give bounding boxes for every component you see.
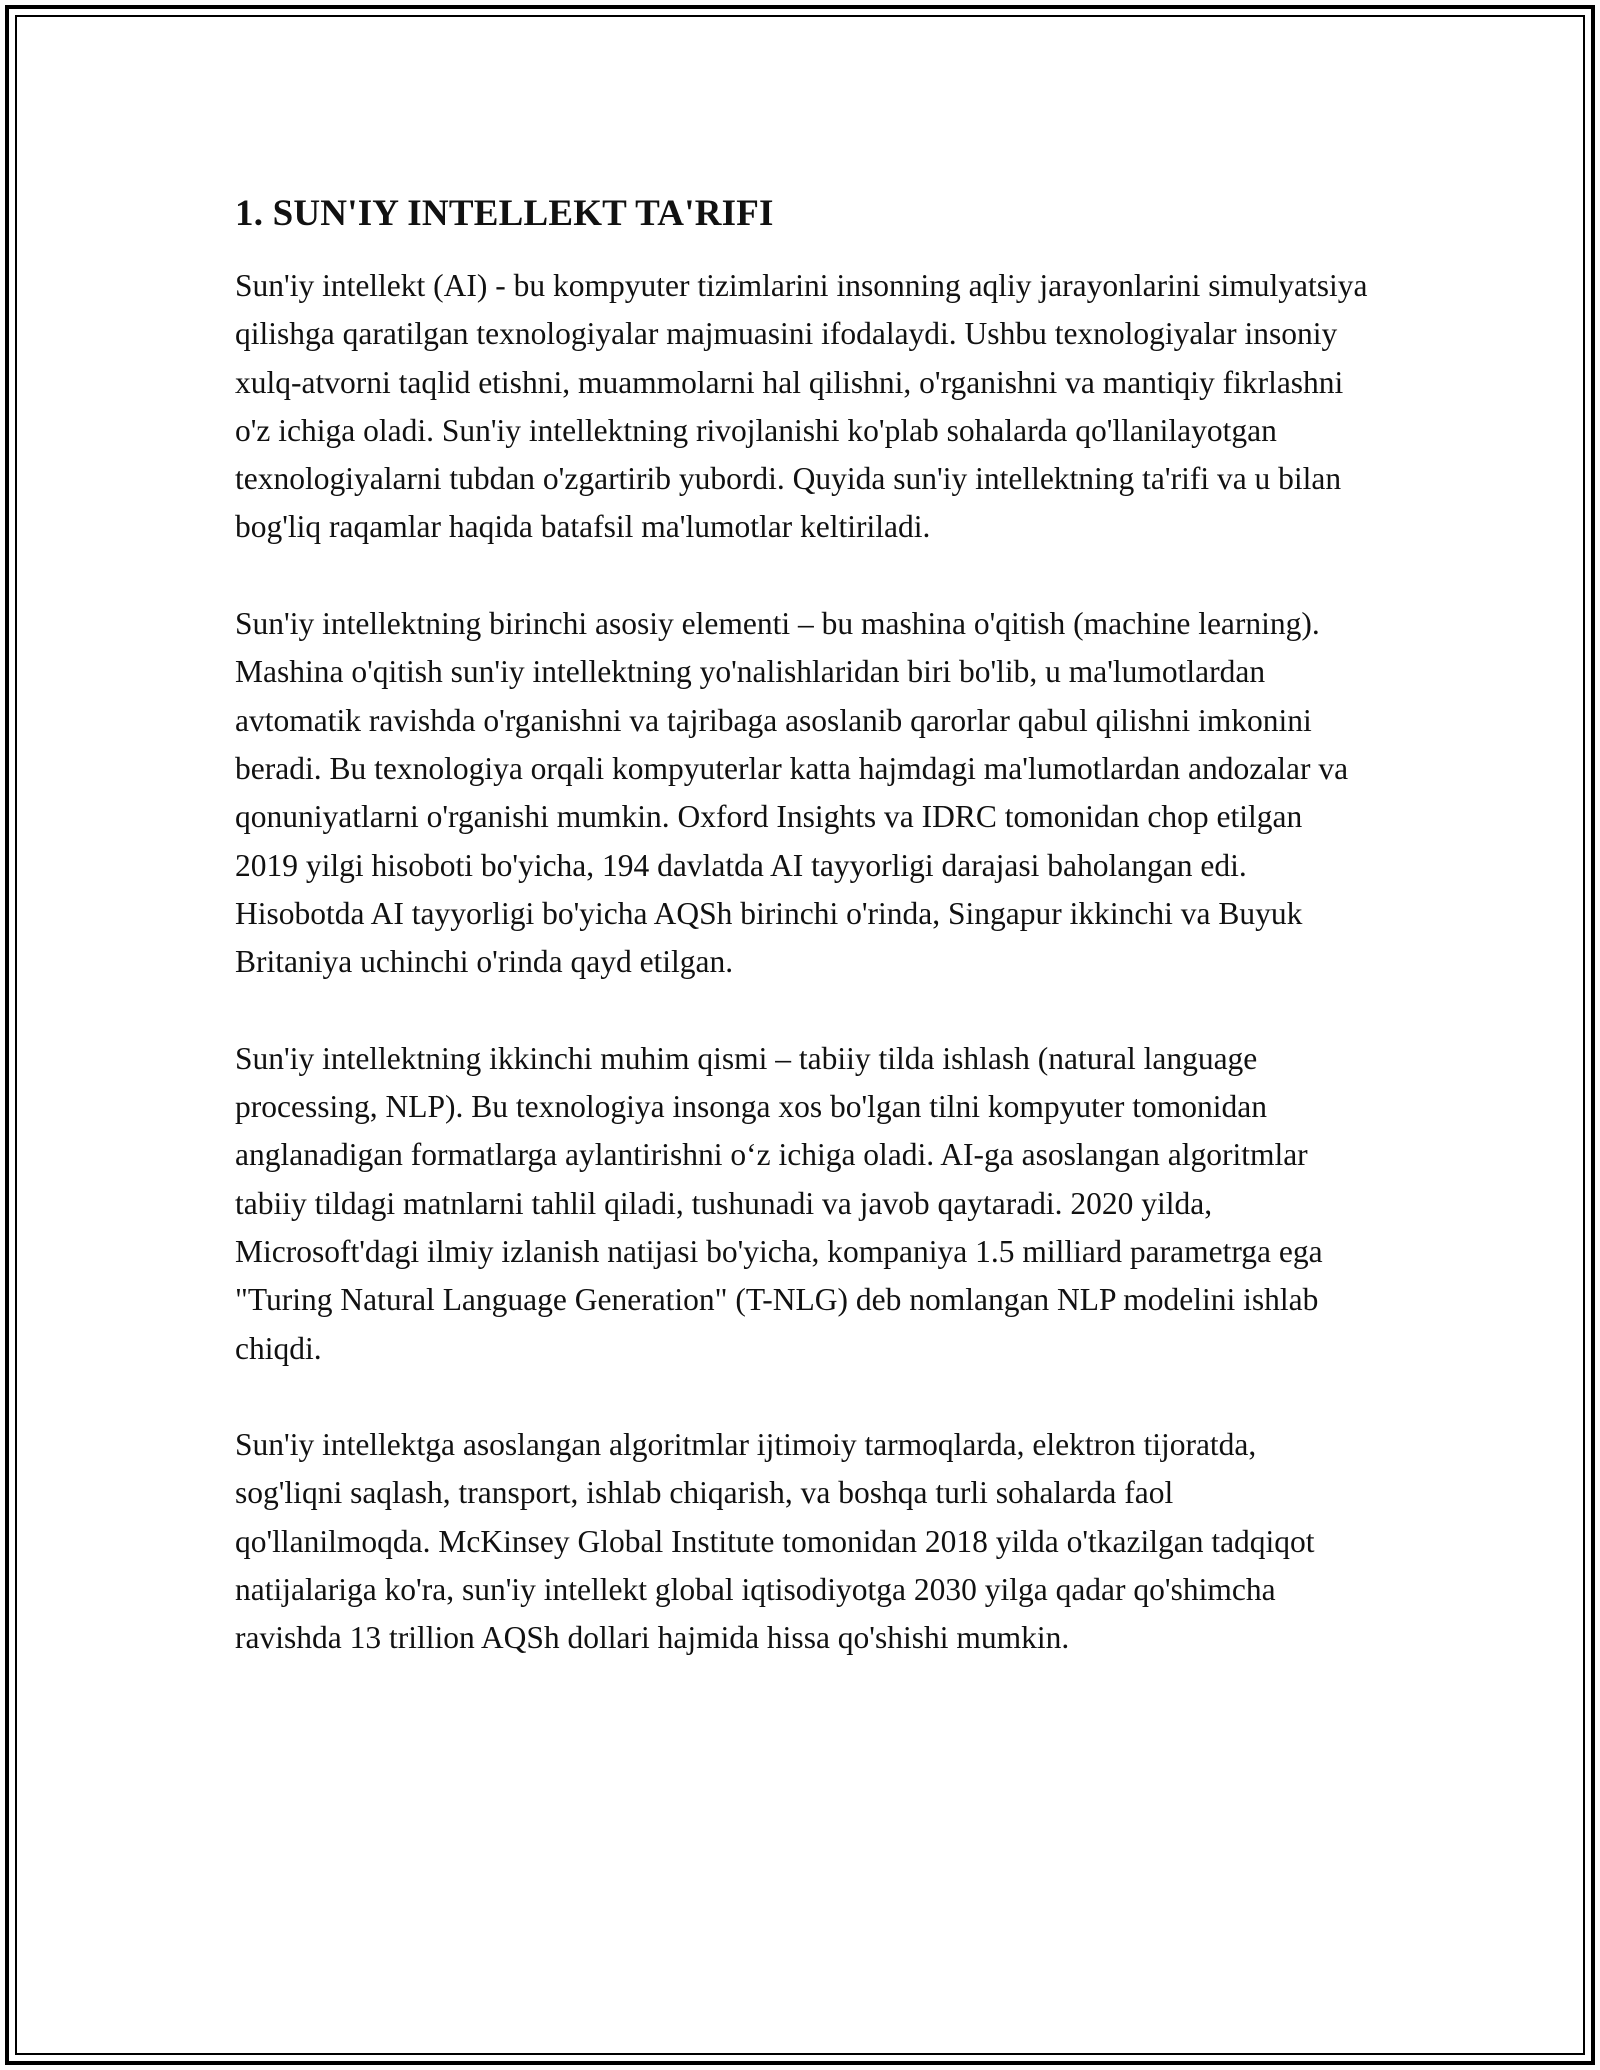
document-body bbox=[235, 186, 1370, 1711]
paragraph-machine-learning: Sun'iy intellektning birinchi asosiy elementi – bu mashina o'qitish (machine learning). Mashina o'qitish sun'iy intellektning yo'nalishlaridan biri bo'lib, u ma'lumotlardan avtomatik ravishda o'rganishni va tajribaga asoslanib qarorlar qabul qilishni imkonini beradi. Bu texnologiya orqali kompyuterlar katta hajmdagi ma'lumotlardan andozalar va qonuniyatlarni o'rganishi mumkin. Oxford Insights va IDRC tomonidan chop etilgan 2019 yilgi hisoboti bo'yicha, 194 davlatda AI tayyorligi darajasi baholangan edi. Hisobotda AI tayyorligi bo'yicha AQSh birinchi o'rinda, Singapur ikkinchi va Buyuk Britaniya uchinchi o'rinda qayd etilgan. bbox=[235, 606, 1349, 980]
section-title: 1. SUN'IY INTELLEKT TA'RIFI bbox=[235, 193, 774, 234]
paragraph-nlp: Sun'iy intellektning ikkinchi muhim qismi – tabiiy tilda ishlash (natural language processing, NLP). Bu texnologiya insonga xos bo'lgan tilni kompyuter tomonidan anglanadigan formatlarga aylantirishni o‘z ichiga oladi. AI-ga asoslangan algoritmlar tabiiy tildagi matnlarni tahlil qiladi, tushunadi va javob qaytaradi. 2020 yilda, Microsoft'dagi ilmiy izlanish natijasi bo'yicha, kompaniya 1.5 milliard parametrga ega "Turing Natural Language Generation" (T-NLG) deb nomlangan NLP modelini ishlab chiqdi. bbox=[235, 1040, 1323, 1366]
paragraph-intro: Sun'iy intellekt (AI) - bu kompyuter tizimlarini insonning aqliy jarayonlarini simulyatsiya qilishga qaratilgan texnologiyalar majmuasini ifodalaydi. Ushbu texnologiyalar insoniy xulq-atvorni taqlid etishni, muammolarni hal qilishni, o'rganishni va mantiqiy fikrlashni o'z ichiga oladi. Sun'iy intellektning rivojlanishi ko'plab sohalarda qo'llanilayotgan texnologiyalarni tubdan o'zgartirib yubordi. Quyida sun'iy intellektning ta'rifi va u bilan bog'liq raqamlar haqida batafsil ma'lumotlar keltiriladi. bbox=[235, 268, 1368, 545]
paragraph-applications: Sun'iy intellektga asoslangan algoritmlar ijtimoiy tarmoqlarda, elektron tijoratda, sog'liqni saqlash, transport, ishlab chiqarish, va boshqa turli sohalarda faol qo'llanilmoqda. McKinsey Global Institute tomonidan 2018 yilda o'tkazilgan tadqiqot natijalariga ko'ra, sun'iy intellekt global iqtisodiyotga 2030 yilga qadar qo'shimcha ravishda 13 trillion AQSh dollari hajmida hissa qo'shishi mumkin. bbox=[235, 1427, 1315, 1656]
